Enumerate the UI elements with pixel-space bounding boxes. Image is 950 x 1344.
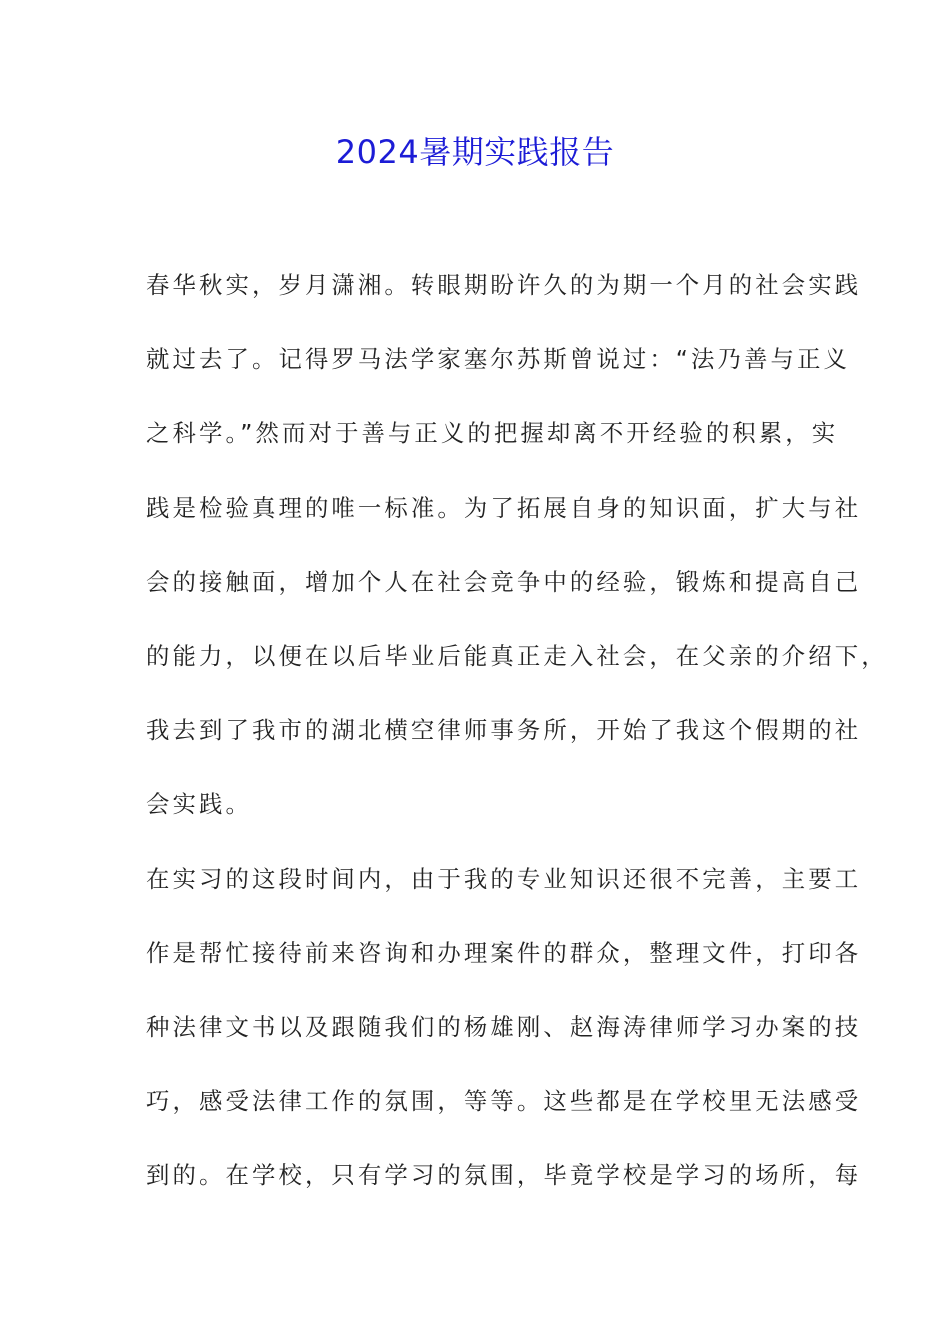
text-line: 在实习的这段时间内，由于我的专业知识还很不完善，主要工	[146, 864, 862, 893]
text-line: 巧，感受法律工作的氛围，等等。这些都是在学校里无法感受	[146, 1087, 862, 1116]
text-line: 到的。在学校，只有学习的氛围，毕竟学校是学习的场所，每	[146, 1161, 862, 1190]
document-title: 2024暑期实践报告	[335, 133, 615, 171]
text-line: 践是检验真理的唯一标准。为了拓展自身的知识面，扩大与社	[146, 493, 862, 522]
text-line: 作是帮忙接待前来咨询和办理案件的群众，整理文件，打印各	[146, 938, 862, 967]
text-line: 春华秋实，岁月潇湘。转眼期盼许久的为期一个月的社会实践	[146, 271, 862, 299]
text-line: 就过去了。记得罗马法学家塞尔苏斯曾说过：“法乃善与正义	[146, 345, 850, 374]
text-line: 会的接触面，增加个人在社会竞争中的经验，锻炼和提高自己	[146, 567, 862, 596]
text-line: 种法律文书以及跟随我们的杨雄刚、赵海涛律师学习办案的技	[146, 1012, 862, 1041]
text-line: 我去到了我市的湖北横空律师事务所，开始了我这个假期的社	[146, 716, 862, 745]
text-line: 会实践。	[146, 790, 252, 819]
text-line: 之科学。”然而对于善与正义的把握却离不开经验的积累，实	[146, 419, 839, 448]
text-line: 的能力，以便在以后毕业后能真正走入社会，在父亲的介绍下，	[146, 641, 888, 670]
document-body	[146, 262, 888, 1226]
